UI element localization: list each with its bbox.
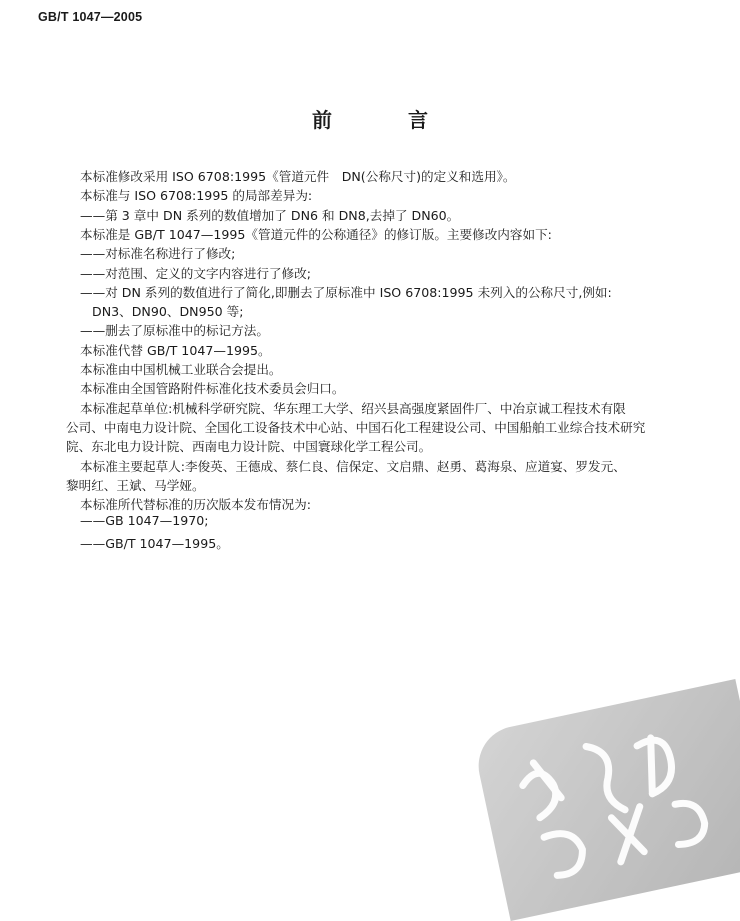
text-line: ——对范围、定义的文字内容进行了修改; bbox=[80, 265, 311, 281]
text-line: 本标准是 GB/T 1047—1995《管道元件的公称通径》的修订版。主要修改内容如下: bbox=[80, 226, 552, 242]
text-line: ——第 3 章中 DN 系列的数值增加了 DN6 和 DN8,去掉了 DN60。 bbox=[80, 207, 460, 223]
text-line: ——对 DN 系列的数值进行了简化,即删去了原标准中 ISO 6708:1995 未列入的公称尺寸,例如: bbox=[80, 284, 612, 300]
text-line: ——删去了原标准中的标记方法。 bbox=[80, 323, 269, 339]
text-line: 本标准由全国管路附件标准化技术委员会归口。 bbox=[80, 381, 345, 397]
text-line: ——对标准名称进行了修改; bbox=[80, 246, 236, 262]
watermark-seal bbox=[471, 679, 740, 921]
text-line: ——GB 1047—1970; bbox=[80, 513, 209, 529]
text-line: 公司、中南电力设计院、全国化工设备技术中心站、中国石化工程建设公司、中国船舶工业综合技术研究 bbox=[66, 419, 646, 435]
text-line: DN3、DN90、DN950 等; bbox=[92, 304, 244, 320]
text-line: ——GB/T 1047—1995。 bbox=[80, 535, 229, 551]
page-title: 前 言 bbox=[312, 108, 456, 132]
standard-code: GB/T 1047—2005 bbox=[38, 10, 143, 24]
text-line: 黎明红、王斌、马学娅。 bbox=[66, 477, 205, 493]
text-line: 本标准主要起草人:李俊英、王德成、蔡仁良、信保定、文启鼎、赵勇、葛海泉、应道宴、罗发元、 bbox=[80, 458, 626, 474]
text-line: 本标准修改采用 ISO 6708:1995《管道元件 DN(公称尺寸)的定义和选用》。 bbox=[80, 169, 516, 184]
text-line: 本标准所代替标准的历次版本发布情况为: bbox=[80, 497, 311, 513]
text-line: 院、东北电力设计院、西南电力设计院、中国寰球化学工程公司。 bbox=[66, 439, 432, 455]
text-line: 本标准起草单位:机械科学研究院、华东理工大学、绍兴县高强度紧固件厂、中冶京诚工程技术有限 bbox=[80, 400, 626, 416]
text-line: 本标准与 ISO 6708:1995 的局部差异为: bbox=[80, 188, 313, 204]
text-line: 本标准代替 GB/T 1047—1995。 bbox=[80, 342, 271, 358]
text-line: 本标准由中国机械工业联合会提出。 bbox=[80, 362, 282, 377]
